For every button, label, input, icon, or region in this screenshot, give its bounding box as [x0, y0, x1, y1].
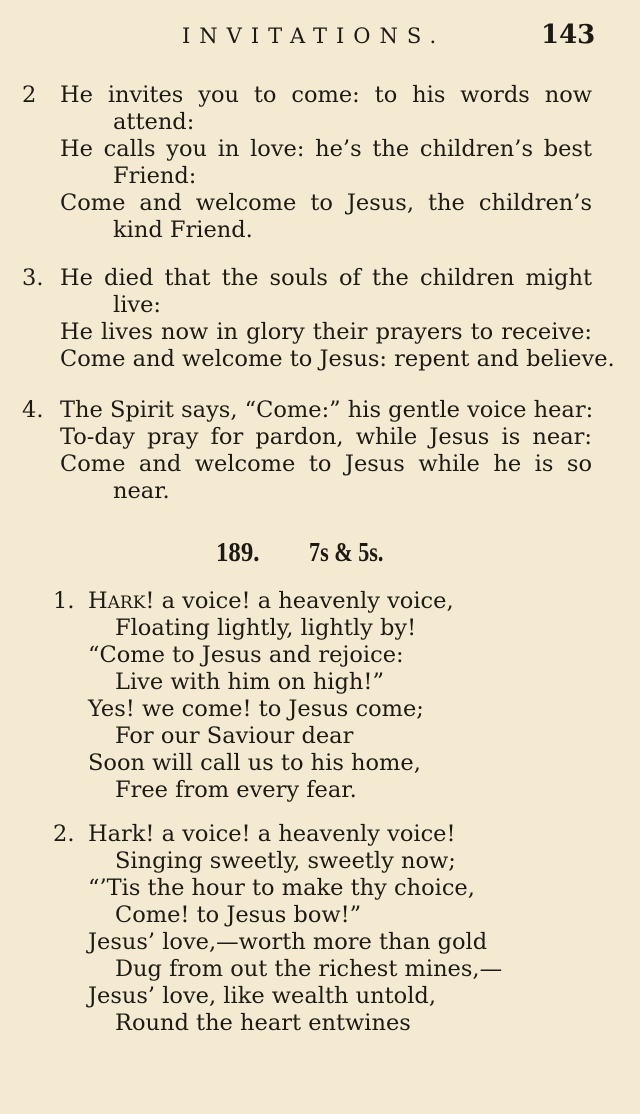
verse-line: Friend: [113, 163, 197, 189]
verse-line: Free from every fear. [115, 777, 357, 803]
hymn-number: 189. [216, 537, 260, 567]
hymn-heading [0, 535, 640, 575]
verse-line-first [88, 588, 454, 617]
verse-line: kind Friend. [113, 217, 253, 243]
stanza-number: 4. [22, 397, 44, 423]
verse-line: Come! to Jesus bow!” [115, 902, 362, 928]
page-header [0, 18, 640, 58]
verse-line: Soon will call us to his home, [88, 750, 421, 776]
verse-line: Hark! a voice! a heavenly voice! [88, 821, 456, 847]
verse-line: For our Saviour dear [115, 723, 354, 749]
verse-line: He died that the souls of the children might [60, 265, 592, 291]
verse-line: Come and welcome to Jesus: repent and believe. [60, 346, 615, 372]
verse-line: To-day pray for pardon, while Jesus is near: [60, 424, 592, 450]
verse-line: near. [113, 478, 170, 504]
drop-initial: H [88, 588, 108, 614]
small-caps-word: ARK [107, 593, 146, 613]
verse-line: Dug from out the richest mines,— [115, 956, 503, 982]
verse-line: Come and welcome to Jesus, the children’s [60, 190, 592, 216]
stanza-number: 3. [22, 265, 44, 291]
verse-line: Singing sweetly, sweetly now; [115, 848, 456, 874]
verse-line: Live with him on high!” [115, 669, 384, 695]
verse-line: Come and welcome to Jesus while he is so [60, 451, 592, 477]
verse-line: “Come to Jesus and rejoice: [88, 642, 404, 668]
verse-line-rest: ! a voice! a heavenly voice, [145, 588, 454, 614]
verse-line: Floating lightly, lightly by! [115, 615, 417, 641]
verse-line: Jesus’ love, like wealth untold, [88, 983, 436, 1009]
stanza-number: 2. [53, 821, 75, 847]
verse-line: “’Tis the hour to make thy choice, [88, 875, 475, 901]
verse-line: Yes! we come! to Jesus come; [88, 696, 424, 722]
hymn-meter: 7s & 5s. [309, 537, 384, 567]
verse-line: Jesus’ love,—worth more than gold [88, 929, 488, 955]
verse-line: live: [113, 292, 161, 318]
verse-line: He lives now in glory their prayers to receive: [60, 319, 592, 345]
verse-line: Round the heart entwines [115, 1010, 411, 1036]
verse-line: He invites you to come: to his words now [60, 82, 592, 108]
verse-line: The Spirit says, “Come:” his gentle voice hear: [60, 397, 594, 423]
stanza-number: 2 [22, 82, 37, 108]
page-number: 143 [541, 20, 596, 50]
running-title: INVITATIONS. [182, 24, 446, 48]
verse-line: He calls you in love: he’s the children’s best [60, 136, 592, 162]
verse-line: attend: [113, 109, 195, 135]
stanza-number: 1. [53, 588, 75, 614]
